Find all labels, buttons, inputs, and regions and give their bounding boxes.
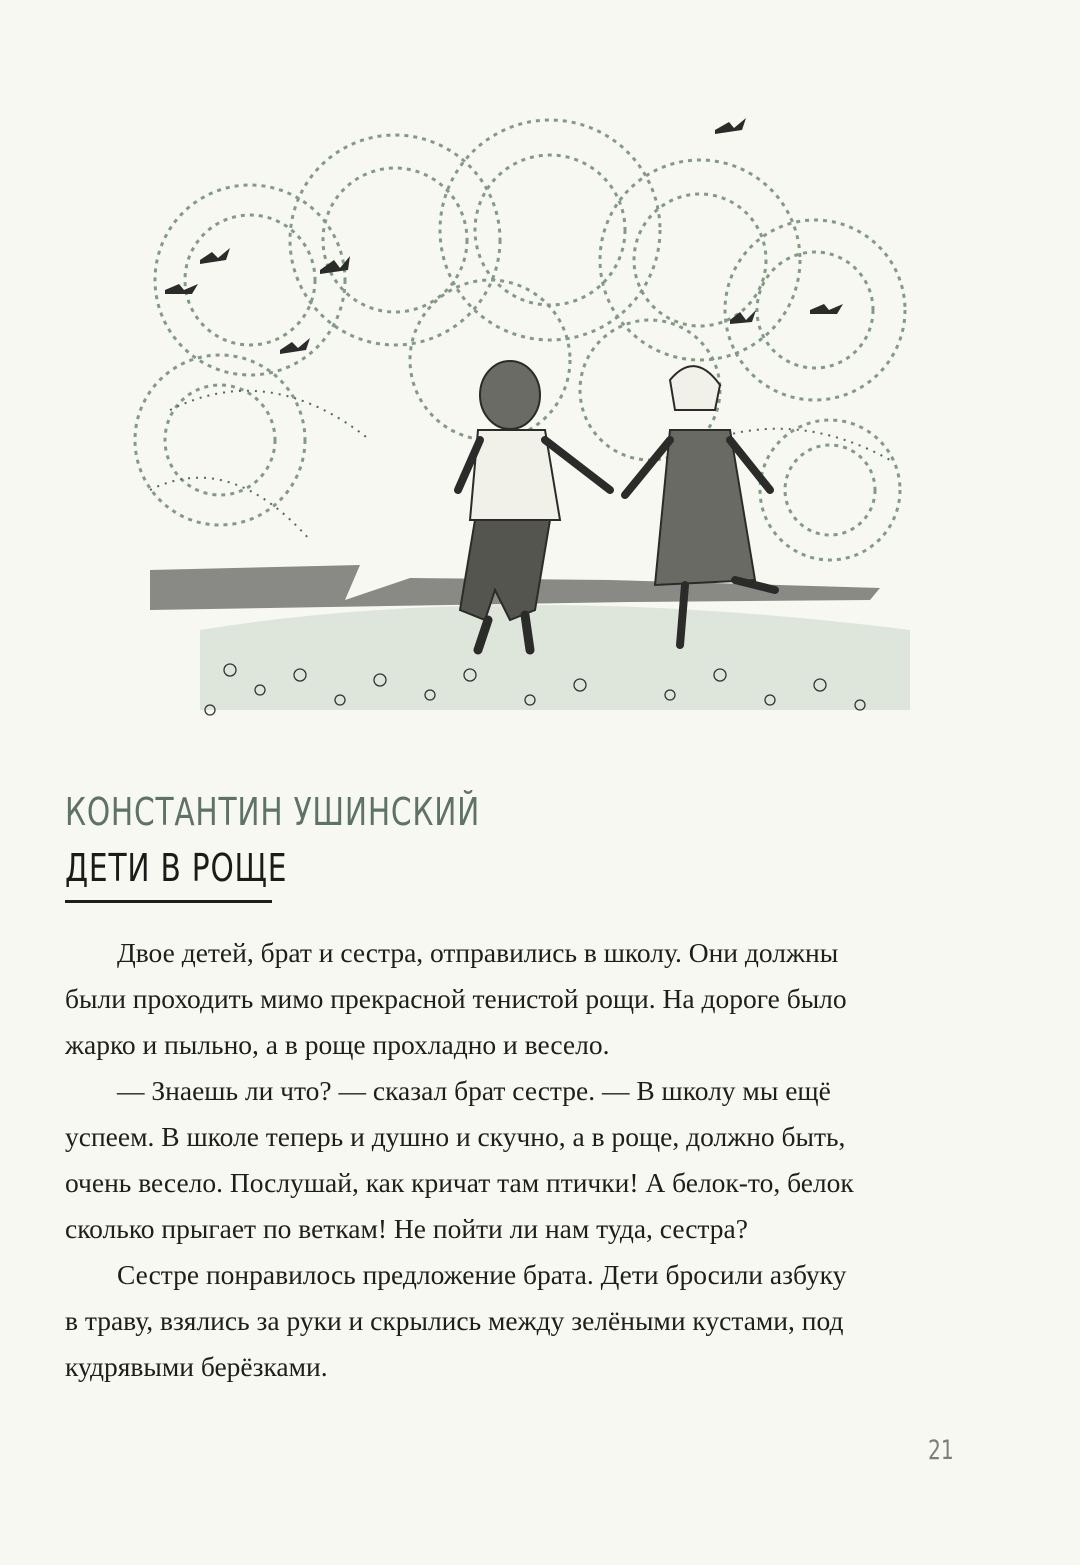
author-name: КОНСТАНТИН УШИНСКИЙ (65, 790, 481, 834)
story-line: Двое детей, брат и сестра, отправились в школу. Они должны (117, 937, 839, 968)
story-line: жарко и пыльно, а в роще прохладно и весело. (65, 1029, 610, 1060)
birds (165, 118, 843, 354)
story-line: были проходить мимо прекрасной тенистой рощи. На дороге было (65, 983, 847, 1014)
story-line: — Знаешь ли что? — сказал брат сестре. — В школу мы ещё (117, 1075, 831, 1106)
story-line: успеем. В школе теперь и душно и скучно, а в роще, должно быть, (65, 1121, 846, 1152)
story-line: кудрявыми берёзками. (65, 1351, 328, 1382)
story-line: очень весело. Послушай, как кричат там птички! А белок-то, белок (65, 1167, 854, 1198)
story-text (65, 930, 955, 1390)
page-number: 21 (928, 1435, 954, 1466)
story-line: сколько прыгает по веткам! Не пойти ли нам туда, сестра? (65, 1213, 748, 1244)
children-in-grove-illustration (110, 110, 920, 750)
meadow (200, 605, 910, 710)
title-underline (65, 900, 272, 903)
story-line: в траву, взялись за руки и скрылись между зелёными кустами, под (65, 1305, 844, 1336)
story-title: ДЕТИ В РОЩЕ (65, 846, 288, 890)
girl-figure (625, 366, 775, 645)
story-line: Сестре понравилось предложение брата. Дети бросили азбуку (117, 1259, 847, 1290)
